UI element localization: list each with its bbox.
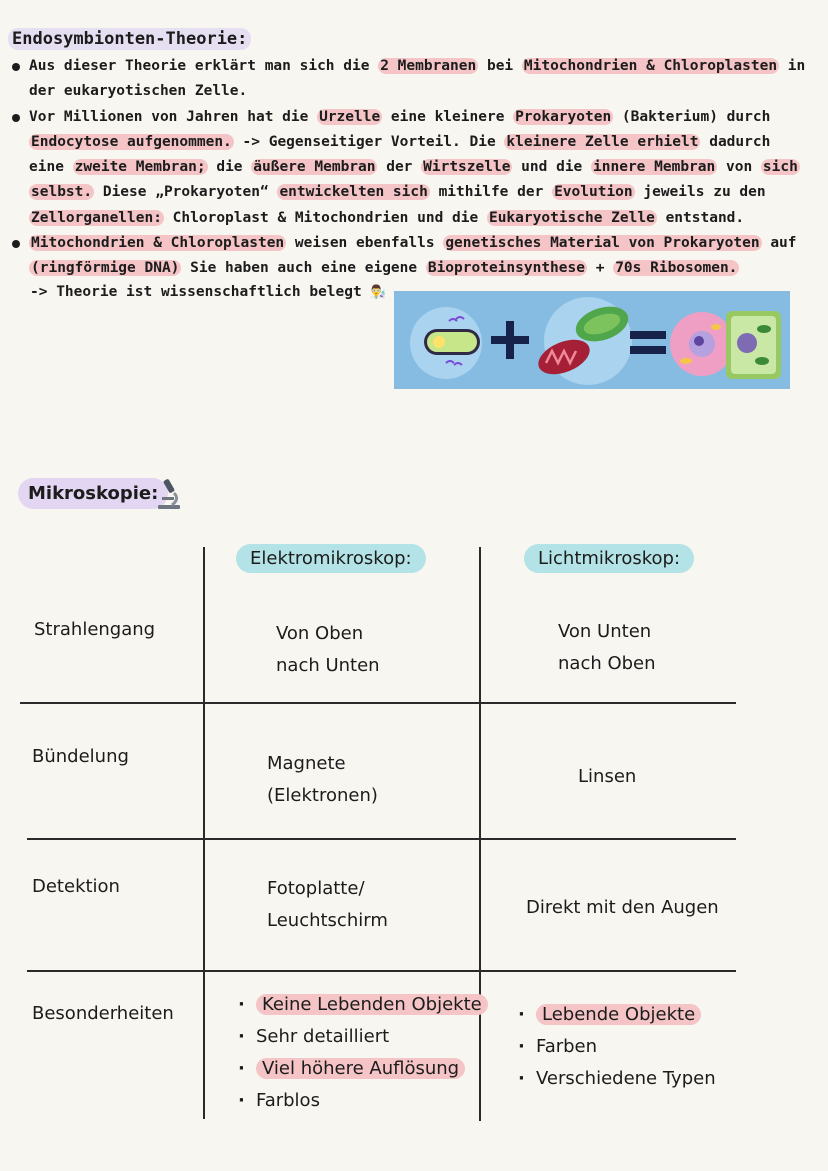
text: Farben bbox=[536, 1036, 598, 1057]
elektro-besonderheiten-list bbox=[238, 989, 488, 1117]
text: Farblos bbox=[256, 1090, 320, 1111]
comparison-table bbox=[0, 535, 828, 1135]
table-divider bbox=[27, 970, 736, 972]
highlight: Zellorganellen: bbox=[31, 209, 162, 226]
conclusion-line bbox=[30, 284, 386, 300]
bacterium-icon bbox=[410, 307, 482, 379]
highlight: Eukaryotische Zelle bbox=[488, 209, 655, 226]
list-item bbox=[238, 1021, 488, 1053]
text: (Bakterium) durch bbox=[613, 108, 771, 125]
cell-line: Linsen bbox=[578, 766, 637, 787]
section-title-mikroskopie: Mikroskopie: bbox=[18, 478, 168, 509]
highlight: entwickelten sich bbox=[279, 184, 428, 201]
microscope-icon bbox=[154, 475, 184, 511]
highlight: Bioproteinsynthese bbox=[427, 260, 585, 277]
endosymbiosis-illustration bbox=[394, 291, 790, 389]
text: weisen ebenfalls bbox=[286, 235, 444, 252]
highlighted-text: Lebende Objekte bbox=[536, 1004, 701, 1025]
scientist-emoji-icon: 👨‍🔬 bbox=[369, 285, 386, 300]
licht-besonderheiten-list bbox=[518, 999, 716, 1095]
highlight: 2 Membranen bbox=[380, 58, 477, 74]
cell-elektro-buendelung bbox=[267, 748, 378, 812]
list-item bbox=[518, 1031, 716, 1063]
conclusion-text: -> Theorie ist wissenschaftlich belegt bbox=[30, 284, 362, 300]
list-item bbox=[518, 999, 716, 1031]
text: Sie haben auch eine eigene bbox=[181, 260, 426, 277]
cell-line: Leuchtschirm bbox=[267, 910, 388, 931]
text: Chloroplast & Mitochondrien und die bbox=[163, 209, 487, 226]
animal-cell-icon bbox=[670, 312, 734, 376]
highlight: Mitochondrien & Chloroplasten bbox=[523, 58, 778, 74]
text: Aus dieser Theorie erklärt man sich die bbox=[29, 58, 379, 74]
cell-elektro-strahlengang bbox=[276, 618, 380, 682]
cell-line: Von Oben bbox=[276, 623, 364, 644]
text: auf bbox=[761, 235, 797, 252]
highlight: Wirtszelle bbox=[423, 159, 511, 176]
row-label-strahlengang: Strahlengang bbox=[34, 619, 156, 640]
highlight: Evolution bbox=[554, 184, 633, 201]
list-item bbox=[238, 989, 488, 1021]
cell-line: nach Unten bbox=[276, 655, 380, 676]
text: Vor Millionen von Jahren hat die bbox=[29, 108, 318, 125]
plant-cell-icon bbox=[726, 311, 781, 379]
text: und die bbox=[512, 159, 592, 176]
highlight: Endocytose aufgenommen. bbox=[31, 133, 232, 150]
cell-line: (Elektronen) bbox=[267, 785, 378, 806]
highlight: sich selbst. bbox=[31, 159, 798, 201]
column-header-lichtmikroskop: Lichtmikroskop: bbox=[524, 544, 694, 573]
bullet-item-2 bbox=[10, 105, 810, 231]
table-divider bbox=[20, 702, 736, 704]
highlight: kleinere Zelle erhielt bbox=[506, 133, 699, 150]
column-header-elektromikroskop: Elektromikroskop: bbox=[236, 544, 426, 573]
text: bei bbox=[478, 58, 522, 74]
text: von bbox=[717, 159, 761, 176]
list-item bbox=[518, 1063, 716, 1095]
highlighted-text: Viel höhere Auflösung bbox=[256, 1058, 465, 1079]
table-divider bbox=[27, 838, 736, 840]
highlight: Mitochondrien & Chloroplasten bbox=[31, 235, 285, 252]
cell-line: Magnete bbox=[267, 753, 346, 774]
highlight: 70s Ribosomen. bbox=[615, 260, 738, 277]
bullet-item-3 bbox=[10, 231, 810, 282]
highlight: Urzelle bbox=[319, 108, 381, 125]
text: in der eukaryotischen Zelle. bbox=[29, 58, 806, 100]
text: jeweils zu den bbox=[634, 184, 766, 201]
text: dadurch eine bbox=[29, 133, 771, 176]
highlight: (ringförmige DNA) bbox=[31, 260, 180, 277]
text: + bbox=[586, 260, 614, 277]
text: der bbox=[377, 159, 422, 176]
table-divider bbox=[203, 547, 205, 1119]
text: -> Gegenseitiger Vorteil. Die bbox=[233, 133, 505, 150]
text: entstand. bbox=[656, 209, 745, 226]
section-title-endosymbiont: Endosymbionten-Theorie: bbox=[8, 28, 251, 50]
text: Verschiedene Typen bbox=[536, 1068, 716, 1089]
row-label-besonderheiten: Besonderheiten bbox=[32, 1003, 174, 1024]
list-item bbox=[238, 1085, 488, 1117]
cell-elektro-detektion bbox=[267, 873, 388, 937]
row-label-buendelung: Bündelung bbox=[32, 746, 129, 767]
list-item bbox=[238, 1053, 488, 1085]
cell-licht-strahlengang bbox=[558, 616, 656, 680]
cell-licht-buendelung bbox=[578, 761, 636, 793]
cell-line: Direkt mit den Augen bbox=[526, 897, 719, 918]
text: Diese „Prokaryoten“ bbox=[94, 184, 278, 201]
highlight: genetisches Material von Prokaryoten bbox=[445, 235, 760, 252]
text: mithilfe der bbox=[429, 184, 553, 201]
text: Sehr detailliert bbox=[256, 1026, 390, 1047]
cell-licht-detektion bbox=[526, 892, 719, 924]
highlight: zweite Membran; bbox=[74, 159, 206, 176]
row-label-detektion: Detektion bbox=[32, 876, 120, 897]
cell-line: Fotoplatte/ bbox=[267, 878, 365, 899]
theory-bullet-list bbox=[10, 54, 810, 282]
highlight: äußere Membran bbox=[253, 159, 376, 176]
bullet-item-1 bbox=[10, 54, 810, 105]
text: die bbox=[207, 159, 252, 176]
highlight: innere Membran bbox=[593, 159, 716, 176]
cell-line: nach Oben bbox=[558, 653, 656, 674]
highlight: Prokaryoten bbox=[515, 108, 612, 125]
highlighted-text: Keine Lebenden Objekte bbox=[256, 994, 488, 1015]
cell-line: Von Unten bbox=[558, 621, 652, 642]
text: eine kleinere bbox=[382, 108, 514, 125]
